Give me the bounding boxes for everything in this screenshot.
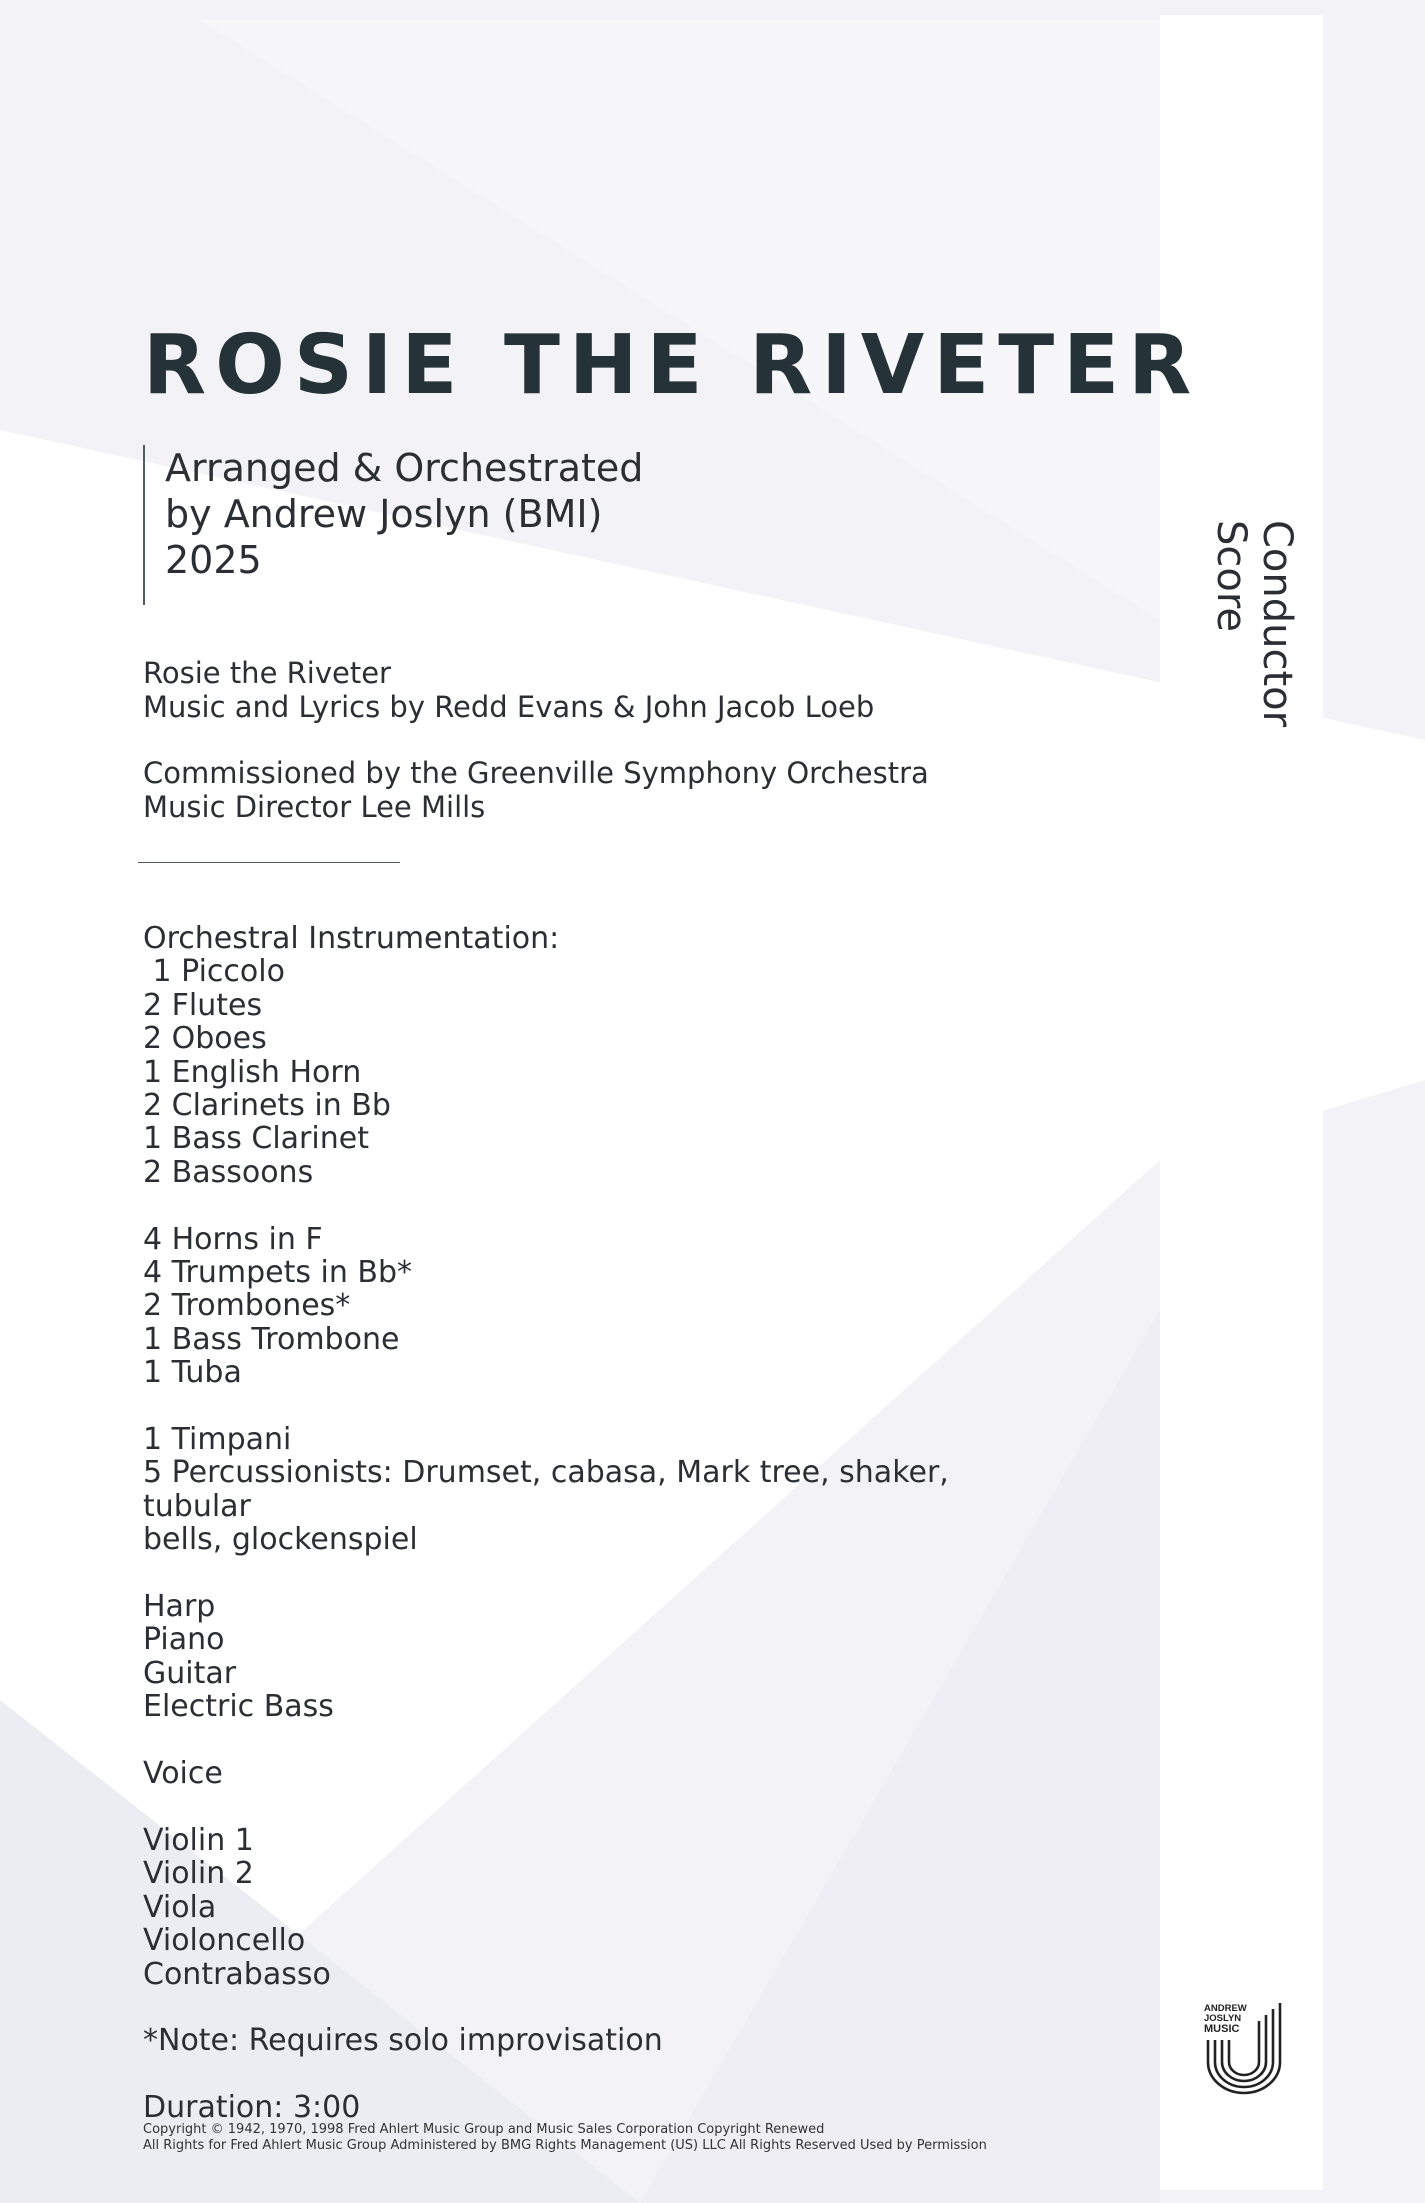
list-item: Harp: [143, 1589, 216, 1625]
copyright-line-1: Copyright © 1942, 1970, 1998 Fred Ahlert Music Group and Music Sales Corporation Copyright Renewed: [143, 2122, 825, 2137]
page-title: ROSIE THE RIVETER: [143, 318, 1201, 413]
instrumentation-heading: Orchestral Instrumentation:: [143, 921, 560, 956]
list-item: Contrabasso: [143, 1956, 331, 1992]
list-item: Voice: [143, 1756, 223, 1792]
commission-line-2: Music Director Lee Mills: [143, 790, 486, 824]
list-item: 4 Horns in F: [143, 1221, 323, 1257]
list-item: bells, glockenspiel: [143, 1522, 418, 1558]
sidebar-label: [1160, 520, 1323, 728]
list-item: 2 Clarinets in Bb: [143, 1088, 391, 1124]
list-item: 1 English Horn: [143, 1054, 362, 1090]
logo-text-line-3: MUSIC: [1204, 2023, 1240, 2035]
credit-line-1: Arranged & Orchestrated: [165, 446, 644, 490]
list-item: Violin 2: [143, 1856, 254, 1892]
list-item: 4 Trumpets in Bb*: [143, 1255, 413, 1291]
list-item: 2 Trombones*: [143, 1288, 351, 1324]
song-name: Rosie the Riveter: [143, 656, 391, 690]
copyright-line-2: All Rights for Fred Ahlert Music Group Administered by BMG Rights Management (US) LLC All Rights Reserved Used by Permission: [143, 2138, 987, 2153]
list-item: 1 Bass Trombone: [143, 1321, 400, 1357]
song-authors: Music and Lyrics by Redd Evans & John Jacob Loeb: [143, 690, 875, 724]
logo-text-line-2: JOSLYN: [1204, 2013, 1242, 2024]
list-item: 1 Bass Clarinet: [143, 1121, 369, 1157]
list-item: Violoncello: [143, 1923, 306, 1959]
sidebar-label-conductor: Conductor: [1254, 520, 1300, 728]
list-item: Electric Bass: [143, 1689, 334, 1725]
arranger-credit: [143, 445, 643, 605]
list-item: 2 Oboes: [143, 1021, 267, 1057]
list-item: 5 Percussionists: Drumset, cabasa, Mark tree, shaker, tubular: [143, 1455, 949, 1524]
logo-text-line-1: ANDREW: [1204, 2003, 1247, 2014]
list-item: 2 Bassoons: [143, 1154, 314, 1190]
song-info: [143, 656, 929, 824]
credit-line-2: by Andrew Joslyn (BMI): [165, 492, 603, 536]
list-item: 1 Tuba: [143, 1355, 242, 1391]
instrumentation-list: [143, 922, 1023, 2125]
list-item: Violin 1: [143, 1822, 254, 1858]
divider: [138, 862, 400, 863]
duration: Duration: 3:00: [143, 2090, 361, 2126]
list-item: Piano: [143, 1622, 225, 1658]
commission-line-1: Commissioned by the Greenville Symphony Orchestra: [143, 756, 929, 790]
credit-year: 2025: [165, 538, 262, 582]
list-item: Viola: [143, 1889, 217, 1925]
andrew-joslyn-music-logo: [1202, 2000, 1284, 2096]
list-item: 1 Piccolo: [143, 954, 285, 990]
sidebar-label-score: Score: [1208, 520, 1254, 633]
list-item: Guitar: [143, 1655, 237, 1691]
copyright-notice: [143, 2122, 987, 2154]
list-item: 2 Flutes: [143, 987, 263, 1023]
list-item: 1 Timpani: [143, 1422, 292, 1458]
improvisation-note: *Note: Requires solo improvisation: [143, 2023, 663, 2059]
